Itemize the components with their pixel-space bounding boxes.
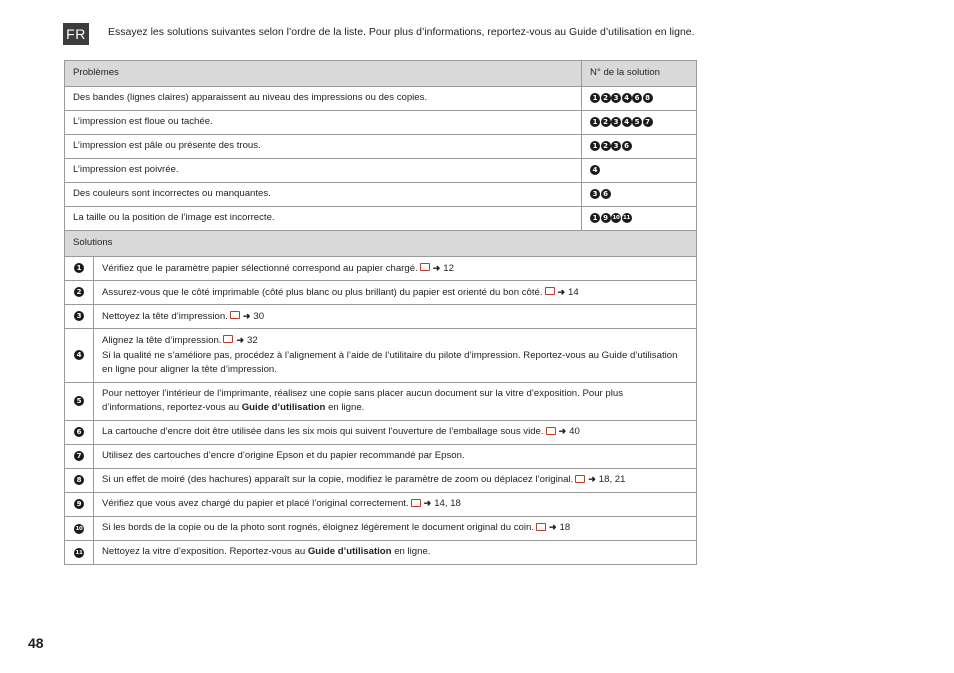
solution-number-badge: 3 [74, 311, 84, 321]
page-number: 48 [28, 635, 44, 651]
solution-text [94, 420, 697, 444]
solution-row [65, 329, 697, 383]
intro-text: Essayez les solutions suivantes selon l’ordre de la liste. Pour plus d’informations, reportez-vous au Guide d’utilisation en ligne. [108, 26, 695, 38]
page-reference: 40 [569, 426, 580, 438]
solution-text [94, 305, 697, 329]
solution-line-end: en ligne. [328, 402, 365, 413]
problem-text: L’impression est floue ou tachée. [65, 111, 582, 135]
solution-number-badge: 1 [590, 93, 600, 103]
solution-line: Utilisez des cartouches d’encre d’origine Epson et du papier recommandé par Epson. [102, 449, 465, 461]
solution-line: Pour nettoyer l’intérieur de l’imprimante, réalisez une copie sans placer aucun document sur la vitre d’exposition. Pour plus d’informations, reportez-vous au [102, 387, 623, 413]
solution-number-badge: 2 [74, 287, 84, 297]
solution-number-badge: 2 [601, 117, 611, 127]
problem-text: Des bandes (lignes claires) apparaissent au niveau des impressions ou des copies. [65, 87, 582, 111]
problem-row [65, 207, 697, 231]
solution-number-badge: 9 [601, 213, 611, 223]
problem-text: La taille ou la position de l’image est incorrecte. [65, 207, 582, 231]
book-icon [546, 427, 556, 435]
solution-number-badge: 1 [590, 141, 600, 151]
problem-solution-numbers [582, 111, 697, 135]
solution-row [65, 444, 697, 468]
page-reference: 32 [247, 335, 258, 346]
problem-row [65, 159, 697, 183]
solution-text [94, 281, 697, 305]
solution-number [65, 281, 94, 305]
solution-number-badge: 10 [612, 214, 620, 221]
solution-line-2: Si la qualité ne s’améliore pas, procédez à l’alignement à l’aide de l’utilitaire du pilote d’impression. Reportez-vous au Guide d’utilisation en ligne pour aligner la tête d’impression. [102, 349, 678, 375]
problem-text: Des couleurs sont incorrectes ou manquantes. [65, 183, 582, 207]
arrow-right-icon: ➜ [432, 262, 441, 273]
solution-number-badge: 3 [611, 141, 621, 151]
book-icon [223, 335, 233, 343]
solution-row [65, 540, 697, 564]
solution-text [94, 257, 697, 281]
problem-solution-numbers [582, 87, 697, 111]
problem-solution-numbers [582, 207, 697, 231]
problem-text: L’impression est pâle ou présente des trous. [65, 135, 582, 159]
solution-text [94, 516, 697, 540]
solution-row [65, 492, 697, 516]
solution-number-badge: 4 [622, 93, 632, 103]
solution-row [65, 382, 697, 420]
book-icon [411, 499, 421, 507]
solution-number-badge: 6 [632, 93, 642, 103]
solution-line: Si les bords de la copie ou de la photo sont rognés, éloignez légèrement le document original du coin. [102, 522, 534, 534]
solution-number [65, 516, 94, 540]
solution-row [65, 420, 697, 444]
arrow-right-icon: ➜ [549, 522, 557, 533]
book-icon [420, 263, 430, 271]
problems-column-header: Problèmes [65, 61, 582, 87]
solution-number-column-header: N° de la solution [582, 61, 697, 87]
solution-number-badge: 8 [643, 93, 653, 103]
solution-row [65, 516, 697, 540]
solution-number [65, 257, 94, 281]
page-reference: 12 [443, 262, 454, 274]
page-reference: 18, 21 [598, 474, 626, 486]
solutions-header-row [65, 231, 697, 257]
solution-text [94, 540, 697, 564]
solution-text [94, 382, 697, 420]
solution-row [65, 305, 697, 329]
troubleshooting-table [64, 60, 697, 565]
page-reference: 14, 18 [434, 498, 461, 510]
solution-row [65, 281, 697, 305]
problem-row [65, 87, 697, 111]
solution-line: Vérifiez que le paramètre papier sélectionné correspond au papier chargé. [102, 262, 418, 274]
solution-number-badge: 5 [632, 117, 642, 127]
solution-number [65, 305, 94, 329]
solution-number-badge: 11 [75, 549, 83, 556]
solution-text [94, 329, 697, 383]
solution-number-badge: 1 [590, 213, 600, 223]
solution-number-badge: 3 [611, 93, 621, 103]
solution-number-badge: 8 [74, 475, 84, 485]
solution-number [65, 540, 94, 564]
solution-number-badge: 2 [601, 93, 611, 103]
page-reference: 18 [559, 522, 571, 534]
solution-number-badge: 2 [601, 141, 611, 151]
problem-solution-numbers [582, 183, 697, 207]
solution-number-badge: 3 [611, 117, 621, 127]
solution-number-badge: 4 [74, 350, 84, 360]
solution-text [94, 468, 697, 492]
solution-number [65, 492, 94, 516]
solution-line: Assurez-vous que le côté imprimable (côté plus blanc ou plus brillant) du papier est orienté du bon côté. [102, 286, 543, 298]
solution-row [65, 257, 697, 281]
problem-row [65, 111, 697, 135]
solution-number-badge: 4 [622, 117, 632, 127]
solution-number-badge: 11 [622, 214, 631, 221]
page-reference: 14 [568, 286, 579, 298]
arrow-right-icon: ➜ [236, 335, 244, 345]
solution-number [65, 444, 94, 468]
solution-number-badge: 6 [74, 427, 84, 437]
solution-number-badge: 7 [74, 451, 84, 461]
solution-line: Si un effet de moiré (des hachures) apparaît sur la copie, modifiez le paramètre de zoom ou déplacez l’original. [102, 474, 574, 486]
arrow-right-icon: ➜ [423, 498, 432, 509]
arrow-right-icon: ➜ [588, 474, 596, 485]
arrow-right-icon: ➜ [242, 310, 251, 321]
guide-name: Guide d’utilisation [241, 402, 326, 413]
solution-number-badge: 10 [75, 525, 83, 532]
book-icon [545, 287, 555, 295]
book-icon [230, 311, 240, 319]
guide-name: Guide d’utilisation [307, 545, 392, 557]
page-reference: 30 [253, 310, 265, 322]
problem-row [65, 135, 697, 159]
solution-number-badge: 1 [590, 117, 600, 127]
solution-line: Nettoyez la vitre d’exposition. Reportez-vous au [102, 545, 306, 557]
book-icon [536, 523, 546, 531]
arrow-right-icon: ➜ [557, 286, 566, 297]
solution-number-badge: 3 [590, 189, 600, 199]
problem-text: L’impression est poivrée. [65, 159, 582, 183]
language-badge: FR [63, 23, 89, 45]
solution-number-badge: 1 [74, 263, 84, 273]
solution-number [65, 420, 94, 444]
solution-line: La cartouche d’encre doit être utilisée dans les six mois qui suivent l’ouverture de l’emballage sous vide. [102, 426, 544, 438]
solution-line: Nettoyez la tête d’impression. [102, 310, 228, 322]
solution-number [65, 382, 94, 420]
problems-header-row [65, 61, 697, 87]
problem-solution-numbers [582, 135, 697, 159]
solution-number [65, 468, 94, 492]
book-icon [575, 475, 585, 483]
solution-number-badge: 6 [601, 189, 611, 199]
solution-line: Vérifiez que vous avez chargé du papier et placé l’original correctement. [102, 498, 409, 510]
solution-number-badge: 7 [643, 117, 653, 127]
solution-number [65, 329, 94, 383]
arrow-right-icon: ➜ [558, 426, 567, 437]
solution-text [94, 444, 697, 468]
solution-text [94, 492, 697, 516]
solution-line-end: en ligne. [394, 545, 431, 557]
solution-number-badge: 6 [622, 141, 632, 151]
problem-solution-numbers [582, 159, 697, 183]
problem-row [65, 183, 697, 207]
solutions-header: Solutions [65, 231, 697, 257]
solution-number-badge: 4 [590, 165, 600, 175]
solution-line: Alignez la tête d’impression. [102, 335, 222, 346]
solution-number-badge: 9 [74, 499, 84, 509]
solution-row [65, 468, 697, 492]
solution-number-badge: 5 [74, 396, 84, 406]
